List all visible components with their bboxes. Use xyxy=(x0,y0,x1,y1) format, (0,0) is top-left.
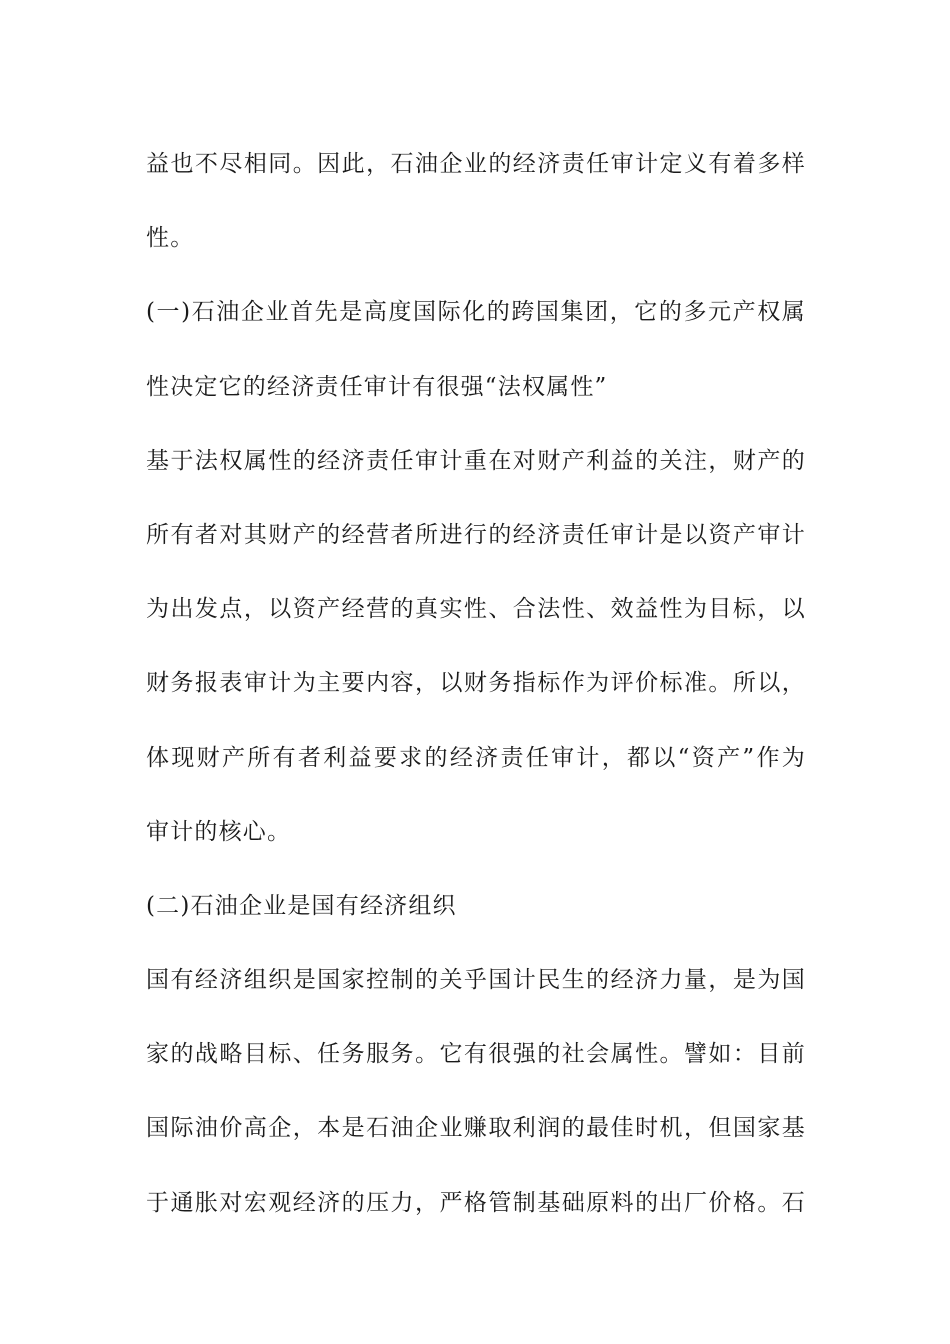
text-line-14: 国际油价高企，本是石油企业赚取利润的最佳时机，但国家基 xyxy=(146,1115,806,1142)
section-heading-1-line-1: (一)石油企业首先是高度国际化的跨国集团，它的多元产权属 xyxy=(146,299,806,326)
text-line-6: 所有者对其财产的经营者所进行的经济责任审计是以资产审计 xyxy=(146,521,806,548)
text-line-15: 于通胀对宏观经济的压力，严格管制基础原料的出厂价格。石 xyxy=(146,1189,806,1216)
text-line-10: 审计的核心。 xyxy=(146,818,292,845)
text-line-5: 基于法权属性的经济责任审计重在对财产利益的关注，财产的 xyxy=(146,447,806,474)
text-line-9: 体现财产所有者利益要求的经济责任审计，都以“资产”作为 xyxy=(146,744,806,771)
text-line-13: 家的战略目标、任务服务。它有很强的社会属性。譬如：目前 xyxy=(146,1041,806,1068)
section-heading-1-line-2: 性决定它的经济责任审计有很强“法权属性” xyxy=(146,373,608,400)
text-line-8: 财务报表审计为主要内容，以财务指标作为评价标准。所以， xyxy=(146,670,806,697)
section-heading-2: (二)石油企业是国有经济组织 xyxy=(146,892,457,919)
text-line-12: 国有经济组织是国家控制的关乎国计民生的经济力量，是为国 xyxy=(146,967,806,994)
text-line-2: 性。 xyxy=(146,225,195,252)
text-line-7: 为出发点，以资产经营的真实性、合法性、效益性为目标，以 xyxy=(146,596,806,623)
document-page xyxy=(146,127,806,1240)
text-line-1: 益也不尽相同。因此，石油企业的经济责任审计定义有着多样 xyxy=(146,151,806,177)
